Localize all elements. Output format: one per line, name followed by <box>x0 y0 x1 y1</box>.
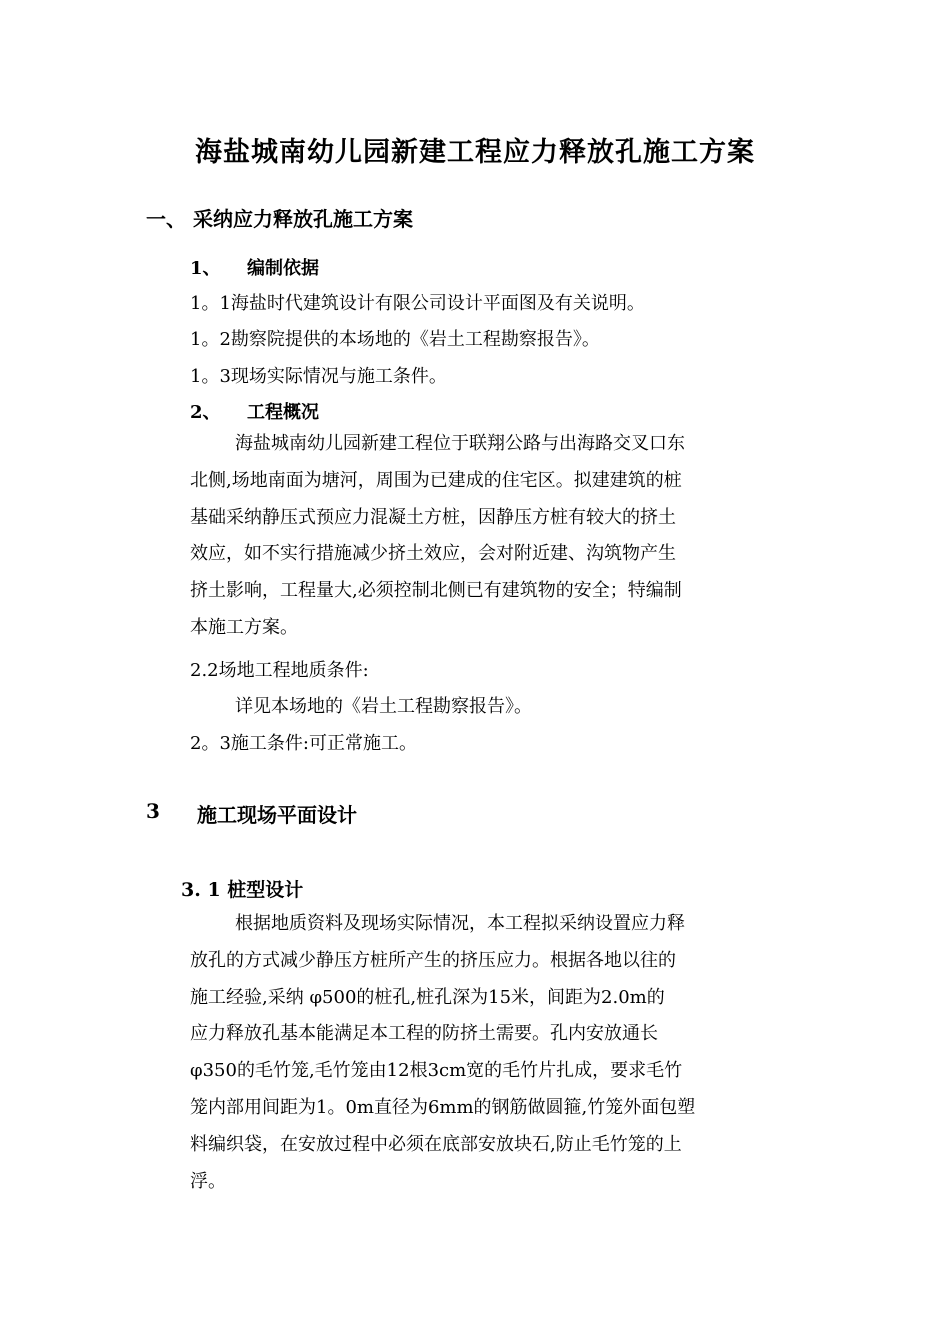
section-1-heading: 一、 采纳应力释放孔施工方案 <box>146 207 413 231</box>
paragraph-line: 基础采纳静压式预应力混凝土方桩，因静压方桩有较大的挤土 <box>190 506 676 528</box>
paragraph-line: 根据地质资料及现场实际情况，本工程拟采纳设置应力释 <box>235 913 685 934</box>
paragraph-line: 浮。 <box>190 1170 226 1192</box>
section-3-title: 施工现场平面设计 <box>197 803 357 827</box>
project-overview-paragraph <box>190 426 810 647</box>
paragraph-line: 挤土影响，工程量大,必须控制北侧已有建筑物的安全；特编制 <box>190 580 682 602</box>
subsection-2-title: 工程概况 <box>247 402 319 423</box>
construction-condition: 2。3施工条件:可正常施工。 <box>190 733 417 754</box>
geology-heading: 2.2场地工程地质条件: <box>190 660 369 681</box>
basis-item: 1。1海盐时代建筑设计有限公司设计平面图及有关说明。 <box>190 293 645 314</box>
geology-detail: 详见本场地的《岩土工程勘察报告》。 <box>235 696 532 717</box>
paragraph-line: 本施工方案。 <box>190 616 298 638</box>
subsection-1-title: 编制依据 <box>247 258 319 279</box>
section-3-number: 3 <box>146 799 160 823</box>
document-title: 海盐城南幼儿园新建工程应力释放孔施工方案 <box>195 137 755 168</box>
pile-design-paragraph <box>190 906 810 1200</box>
basis-item: 1。2勘察院提供的本场地的《岩土工程勘察报告》。 <box>190 329 600 350</box>
paragraph-line: 笼内部用间距为1。0m直径为6mm的钢筋做圆箍,竹笼外面包塑 <box>190 1096 696 1118</box>
paragraph-line: φ350的毛竹笼,毛竹笼由12根3cm宽的毛竹片扎成，要求毛竹 <box>190 1060 683 1082</box>
paragraph-line: 北侧,场地南面为塘河，周围为已建成的住宅区。拟建建筑的桩 <box>190 469 682 491</box>
basis-item: 1。3现场实际情况与施工条件。 <box>190 366 447 387</box>
subsection-1-number: 1、 <box>190 258 221 279</box>
paragraph-line: 放孔的方式减少静压方桩所产生的挤压应力。根据各地以往的 <box>190 949 676 971</box>
paragraph-line: 料编织袋，在安放过程中必须在底部安放块石,防止毛竹笼的上 <box>190 1133 682 1155</box>
paragraph-line: 应力释放孔基本能满足本工程的防挤土需要。孔内安放通长 <box>190 1023 658 1045</box>
section-3-1-heading: 3. 1 桩型设计 <box>181 879 304 901</box>
paragraph-line: 效应，如不实行措施减少挤土效应，会对附近建、沟筑物产生 <box>190 543 676 565</box>
paragraph-line: 施工经验,采纳 φ500的桩孔,桩孔深为15米，间距为2.0m的 <box>190 986 665 1008</box>
paragraph-line: 海盐城南幼儿园新建工程位于联翔公路与出海路交叉口东 <box>235 433 685 454</box>
subsection-2-number: 2、 <box>190 402 221 423</box>
